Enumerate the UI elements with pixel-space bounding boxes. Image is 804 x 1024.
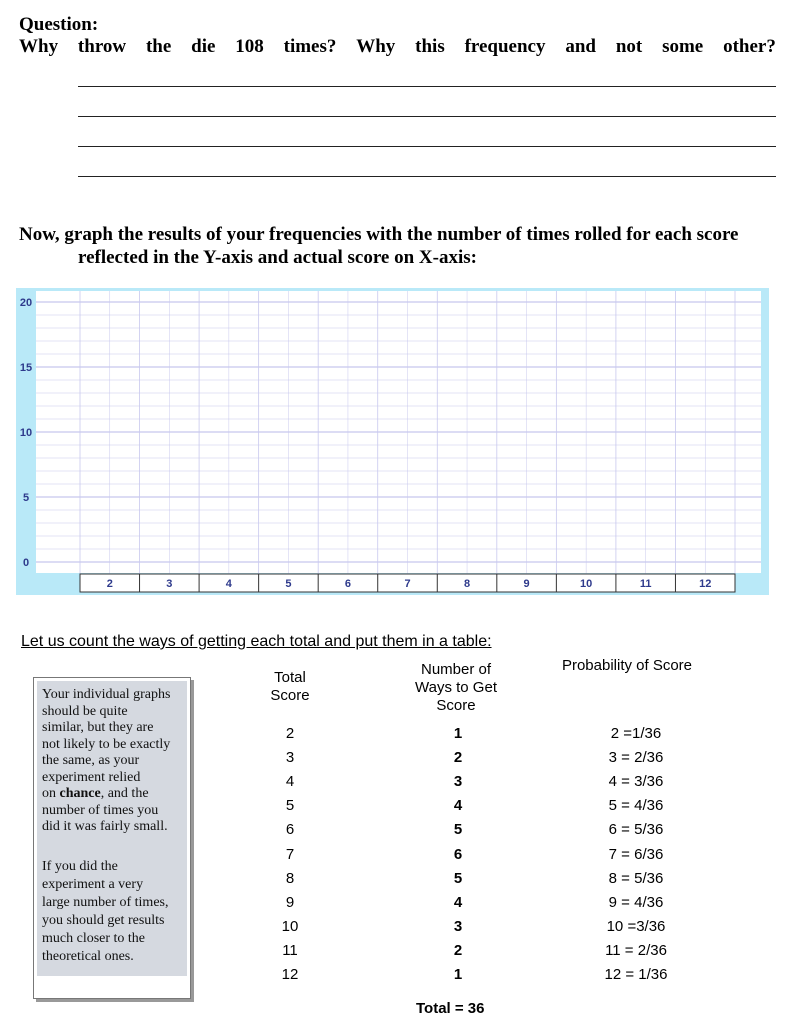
note-line: much closer to the xyxy=(42,931,146,946)
table-heading: Let us count the ways of getting each total and put them in a table: xyxy=(21,633,492,650)
x-tick-label: 6 xyxy=(344,578,352,590)
note-line: number of times you xyxy=(42,802,159,818)
note-line: not likely to be exactly xyxy=(42,736,171,752)
total-score-cell: 8 xyxy=(285,869,295,887)
note-chance-word: chance xyxy=(59,786,101,801)
question-word: times? xyxy=(283,36,337,57)
answer-line-2[interactable] xyxy=(78,116,776,117)
ways-cell: 1 xyxy=(453,966,463,983)
col-header-probability: Probability of Score xyxy=(561,657,693,674)
total-score-cell: 10 xyxy=(281,917,299,935)
question-word: frequency xyxy=(464,36,546,57)
ways-cell: 4 xyxy=(453,893,463,911)
x-tick-label: 8 xyxy=(463,578,471,590)
total-score-cell: 9 xyxy=(285,893,295,911)
y-tick-label: 10 xyxy=(19,427,33,439)
probability-cell: 3 = 2/36 xyxy=(608,749,664,767)
frequency-graph[interactable] xyxy=(16,288,769,595)
note-text: , and the xyxy=(100,786,149,801)
total-score-cell: 11 xyxy=(282,941,298,959)
question-word: other? xyxy=(723,36,776,57)
probability-cell: 10 =3/36 xyxy=(606,917,666,935)
total-score-cell: 2 xyxy=(285,725,295,742)
probability-cell: 12 = 1/36 xyxy=(604,966,668,983)
x-tick-label: 5 xyxy=(285,578,292,590)
x-tick-label: 4 xyxy=(225,578,232,590)
x-tick-label: 3 xyxy=(166,578,173,590)
note-paragraph-1 xyxy=(42,687,170,836)
question-word: throw xyxy=(77,36,127,57)
probability-cell: 11 = 2/36 xyxy=(605,941,667,959)
ways-cell: 5 xyxy=(453,821,463,839)
x-tick-label: 9 xyxy=(523,578,530,590)
note-line: theoretical ones. xyxy=(42,949,134,964)
probability-cell: 6 = 5/36 xyxy=(608,821,664,839)
y-tick-label: 0 xyxy=(22,557,30,569)
ways-cell: 5 xyxy=(453,869,463,887)
total-score-cell: 5 xyxy=(285,797,295,815)
x-tick-label: 2 xyxy=(106,578,113,590)
y-tick-label: 5 xyxy=(22,492,30,504)
probability-cell: 9 = 4/36 xyxy=(608,893,664,911)
col-header-number-of-ways: Number of Ways to Get Score xyxy=(415,661,497,714)
probability-cell: 4 = 3/36 xyxy=(608,773,664,791)
question-word: not xyxy=(615,36,643,57)
total-score-cell: 7 xyxy=(285,845,295,863)
probability-cell: 8 = 5/36 xyxy=(608,869,664,887)
x-tick-label: 7 xyxy=(404,578,411,590)
ways-cell: 2 xyxy=(453,749,463,767)
note-line: did it was fairly small. xyxy=(42,819,168,834)
graph-instructions-line1: Now, graph the results of your frequencies with the number of times rolled for each score xyxy=(19,224,739,245)
total-score-cell: 4 xyxy=(285,773,295,791)
x-tick-label: 11 xyxy=(639,578,652,590)
note-line: experiment a very xyxy=(42,877,144,892)
x-tick-label: 12 xyxy=(699,578,712,590)
graph-instructions-line2: reflected in the Y-axis and actual score on X-axis: xyxy=(78,247,477,268)
probability-cell: 5 = 4/36 xyxy=(608,797,664,815)
note-line: large number of times, xyxy=(42,895,169,910)
probability-cell: 7 = 6/36 xyxy=(608,845,664,863)
probability-cell: 2 =1/36 xyxy=(610,725,662,742)
question-word: the xyxy=(145,36,172,57)
total-score-cell: 12 xyxy=(281,966,299,983)
graph-instructions xyxy=(19,223,779,269)
x-tick-label: 10 xyxy=(580,578,593,590)
note-line: If you did the xyxy=(42,859,118,874)
ways-cell: 6 xyxy=(453,845,463,863)
table-total: Total = 36 xyxy=(416,1000,485,1017)
answer-line-3[interactable] xyxy=(78,146,776,147)
note-line: similar, but they are xyxy=(42,720,154,735)
y-tick-label: 15 xyxy=(19,362,33,374)
col-header-total-score: Total Score xyxy=(270,669,310,704)
note-text: on xyxy=(42,786,60,801)
question-heading: Question: xyxy=(19,14,99,35)
note-line: you should get results xyxy=(42,913,165,928)
note-line: experiment relied xyxy=(42,769,141,785)
question-word: 108 xyxy=(235,36,264,57)
question-word: this xyxy=(415,36,445,57)
total-score-cell: 3 xyxy=(285,749,295,767)
note-line: should be quite xyxy=(42,703,128,719)
note-paragraph-2 xyxy=(42,858,169,966)
answer-line-1[interactable] xyxy=(78,86,776,87)
note-line: Your individual graphs xyxy=(42,687,171,702)
note-line: the same, as your xyxy=(42,753,140,768)
ways-cell: 1 xyxy=(453,725,463,742)
question-word: some xyxy=(662,36,704,57)
ways-cell: 2 xyxy=(453,941,463,959)
ways-cell: 3 xyxy=(453,773,463,791)
total-score-cell: 6 xyxy=(285,821,295,839)
question-word: and xyxy=(565,36,596,57)
question-word: Why xyxy=(19,36,59,57)
answer-line-4[interactable] xyxy=(78,176,776,177)
question-word: die xyxy=(191,36,216,57)
ways-cell: 4 xyxy=(453,797,463,815)
question-text xyxy=(19,36,776,58)
note-line-chance xyxy=(42,786,170,803)
y-tick-label: 20 xyxy=(19,297,33,309)
ways-cell: 3 xyxy=(453,917,463,935)
note-box xyxy=(33,677,191,999)
question-word: Why xyxy=(356,36,396,57)
